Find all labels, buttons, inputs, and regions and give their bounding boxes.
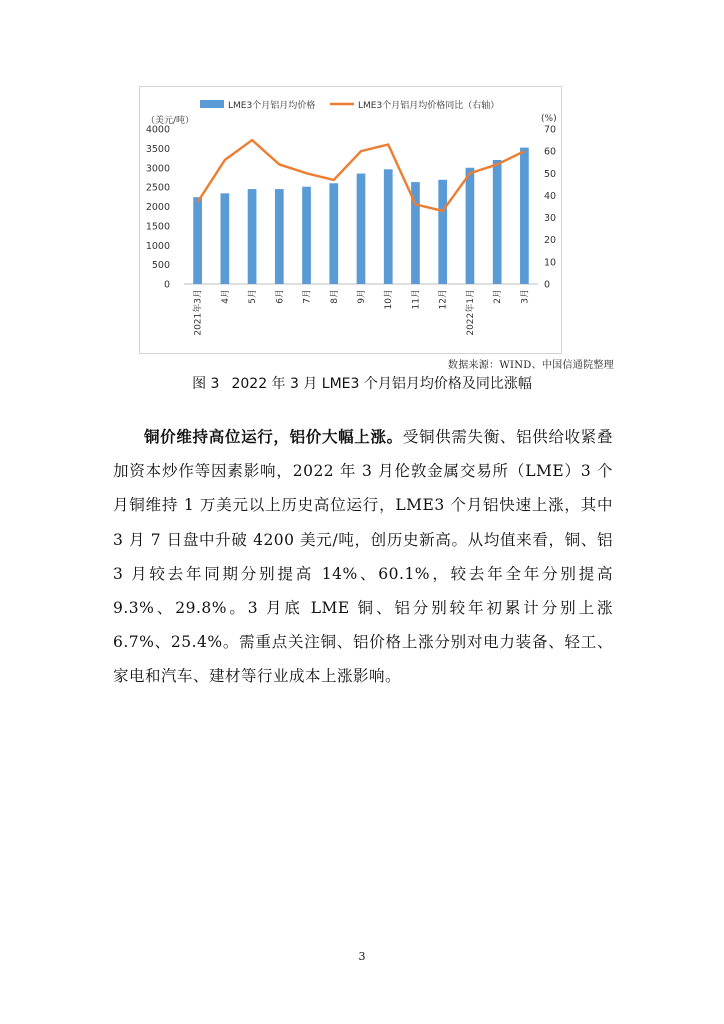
left-tick-label: 3500 xyxy=(145,143,170,155)
bar-mark xyxy=(275,189,284,284)
paragraph-body: 受铜供需失衡、铝供给收紧叠加资本炒作等因素影响，2022 年 3 月伦敦金属交易所（LME）3 个月铜维持 1 万美元以上历史高位运行，LME3 个月铝快速上涨，其中 3 月 7 日盘中升破 4200 美元/吨，创历史新高。从均值来看，铜、铝 3 月较去年同期分别提高 14%、60.1%，较去年全年分别提高 9.3%、29.8%。3 月底 LME 铜、铝分别较年初累计分别上涨 6.7%、25.4%。需重点关注铜、铝价格上涨分别对电力装备、轻工、家电和汽车、建材等行业成本上涨影响。 xyxy=(113,428,613,686)
bar-mark xyxy=(329,183,338,284)
category-tick-label: 3月 xyxy=(520,289,531,304)
paragraph-lead: 铜价维持高位运行，铝价大幅上涨。 xyxy=(144,427,403,446)
right-tick-label: 70 xyxy=(544,124,557,136)
figure-caption xyxy=(0,373,724,393)
right-tick-label: 50 xyxy=(544,168,557,180)
category-tick-label: 4月 xyxy=(220,289,231,304)
figure-label: 图 3 xyxy=(192,376,220,392)
right-axis-unit-label: (%) xyxy=(541,114,557,124)
category-tick-label: 10月 xyxy=(384,289,395,310)
left-tick-label: 3000 xyxy=(145,163,170,175)
category-tick-label: 8月 xyxy=(329,289,340,304)
category-tick-label: 6月 xyxy=(275,289,286,304)
chart-frame xyxy=(139,86,562,354)
right-tick-label: 40 xyxy=(544,190,557,202)
bar-mark xyxy=(438,180,447,284)
category-tick-label: 9月 xyxy=(357,289,367,304)
bar-mark xyxy=(493,160,502,284)
left-tick-label: 0 xyxy=(163,279,170,291)
left-tick-label: 2000 xyxy=(145,202,170,213)
bar-mark xyxy=(384,169,393,284)
left-axis-unit-label: （美元/吨） xyxy=(146,116,195,126)
body-paragraph xyxy=(113,420,613,694)
right-tick-label: 0 xyxy=(544,279,551,291)
legend-swatch-bar xyxy=(200,100,224,108)
left-tick-label: 1000 xyxy=(145,240,170,252)
legend-label-bar: LME3个月铝月均价格 xyxy=(228,101,316,111)
legend-label-line: LME3个月铝月均价格同比（右轴） xyxy=(358,101,500,111)
bar-mark xyxy=(248,189,257,284)
category-tick-label: 2022年1月 xyxy=(465,289,476,336)
left-tick-label: 500 xyxy=(151,260,170,272)
category-tick-label: 2021年3月 xyxy=(193,289,204,336)
right-tick-label: 30 xyxy=(544,213,557,225)
category-tick-label: 12月 xyxy=(438,289,449,310)
source-note: 数据来源：WIND、中国信通院整理 xyxy=(447,360,614,371)
bar-mark xyxy=(193,197,202,284)
bar-mark xyxy=(220,193,229,284)
category-tick-label: 2月 xyxy=(493,289,504,304)
figure-title: 2022 年 3 月 LME3 个月铝月均价格及同比涨幅 xyxy=(231,376,532,392)
category-tick-label: 11月 xyxy=(411,289,422,310)
bar-mark xyxy=(302,187,311,284)
right-tick-label: 60 xyxy=(544,146,557,158)
page-number: 3 xyxy=(358,950,366,963)
right-tick-label: 10 xyxy=(544,257,557,269)
category-tick-label: 5月 xyxy=(248,289,259,304)
left-tick-label: 1500 xyxy=(145,221,170,233)
left-tick-label: 2500 xyxy=(145,182,170,194)
bar-mark xyxy=(466,168,475,284)
left-tick-label: 4000 xyxy=(145,124,170,136)
bar-mark xyxy=(520,148,529,284)
bar-mark xyxy=(357,174,366,284)
category-tick-label: 7月 xyxy=(302,289,313,304)
right-tick-label: 20 xyxy=(544,235,557,247)
bar-line-chart xyxy=(140,87,561,353)
